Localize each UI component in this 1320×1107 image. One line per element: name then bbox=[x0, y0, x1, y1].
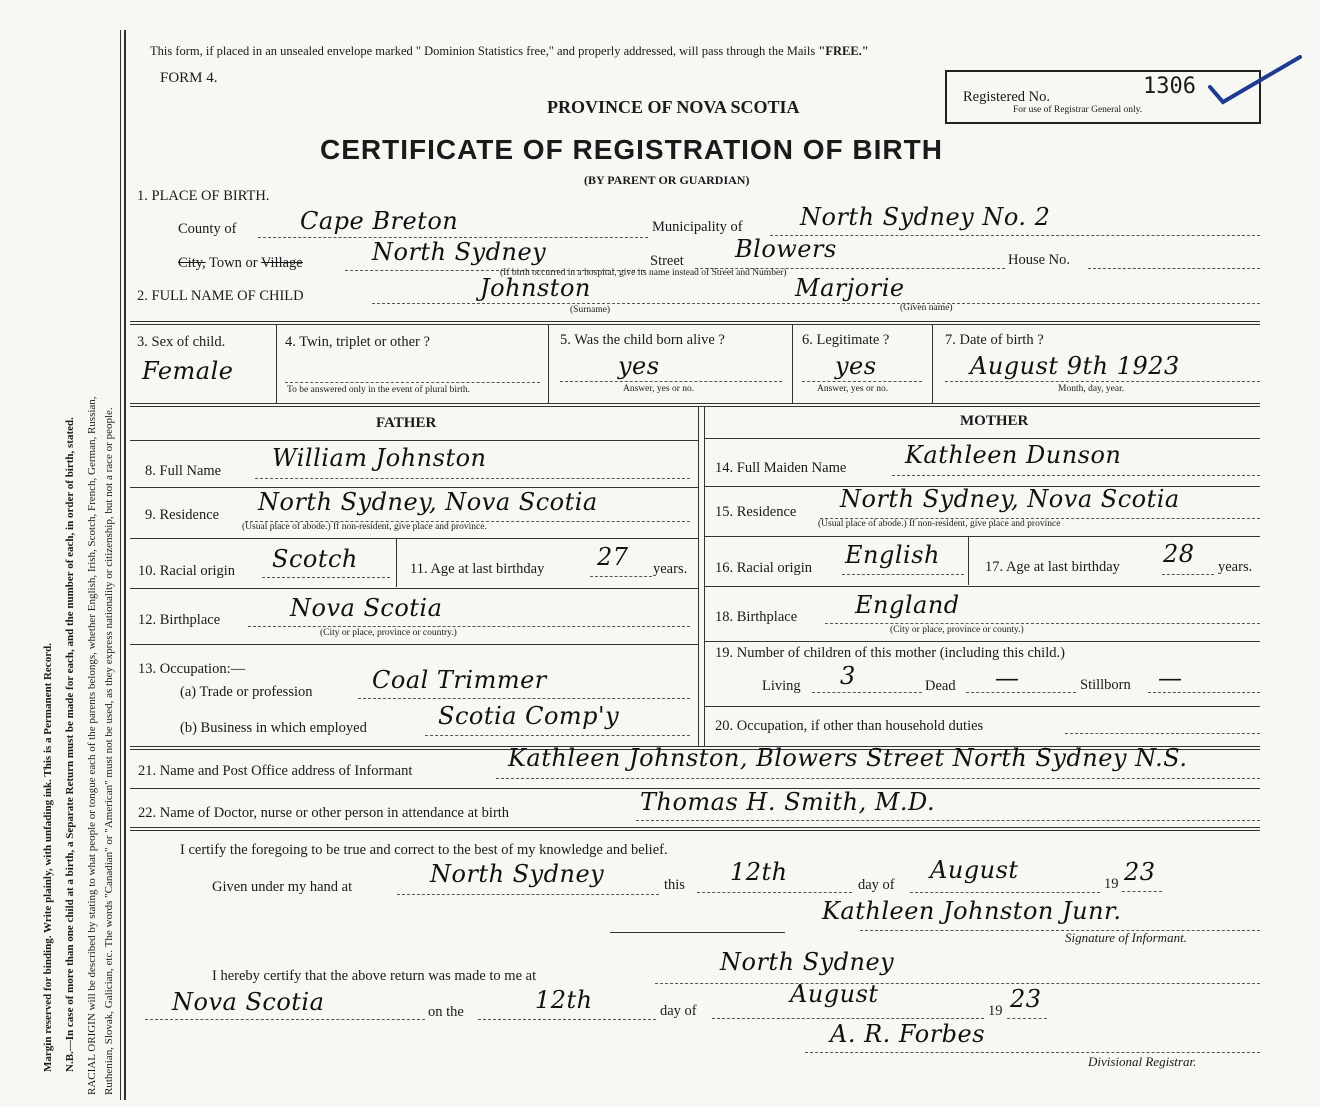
father-name-line bbox=[255, 478, 690, 479]
father-row-rule-2 bbox=[130, 538, 698, 539]
registrar-place-line bbox=[655, 983, 1260, 984]
living-value: 3 bbox=[840, 662, 856, 690]
certificate-title: CERTIFICATE OF REGISTRATION OF BIRTH bbox=[320, 134, 943, 165]
margin-rule-inner bbox=[124, 30, 126, 1100]
mother-residence-note: (Usual place of abode.) If non-resident, give place and province bbox=[818, 519, 1061, 529]
registrar-year-prefix: 19 bbox=[988, 1003, 1003, 1019]
certify-month-line bbox=[910, 892, 1100, 893]
father-business-line bbox=[425, 735, 690, 736]
living-line bbox=[812, 692, 922, 693]
doctor-label: 22. Name of Doctor, nurse or other person in attendance at birth bbox=[138, 805, 510, 821]
father-business-label: (b) Business in which employed bbox=[180, 720, 367, 736]
this-label: this bbox=[664, 877, 685, 893]
legitimate-value: yes bbox=[835, 352, 877, 380]
mother-row-rule-2 bbox=[705, 536, 1260, 537]
mother-name-label: 14. Full Maiden Name bbox=[715, 460, 847, 476]
father-row-rule-4 bbox=[130, 644, 698, 645]
stillborn-line bbox=[1148, 692, 1260, 693]
certify-year-prefix: 19 bbox=[1104, 876, 1119, 892]
dob-note: Month, day, year. bbox=[1058, 384, 1125, 394]
margin-note-binding: Margin reserved for binding. Write plainly, with unfading ink. This is a Permanent Record. bbox=[42, 643, 54, 1072]
alive-label: 5. Was the child born alive ? bbox=[560, 332, 725, 348]
father-birthplace-value: Nova Scotia bbox=[290, 594, 443, 622]
divider-short bbox=[610, 932, 785, 933]
registered-value: 1306 bbox=[1143, 74, 1196, 99]
surname-value: Johnston bbox=[480, 274, 591, 302]
given-name-value: Marjorie bbox=[795, 274, 905, 302]
father-race-label: 10. Racial origin bbox=[138, 563, 236, 579]
sex-value: Female bbox=[142, 357, 234, 385]
father-age-value: 27 bbox=[597, 543, 629, 571]
mail-notice-free: "FREE." bbox=[818, 44, 869, 58]
registrar-signature: A. R. Forbes bbox=[830, 1020, 986, 1048]
father-trade-value: Coal Trimmer bbox=[372, 666, 547, 694]
place-label: 1. PLACE OF BIRTH. bbox=[137, 188, 270, 204]
street-note: (If birth occurred in a hospital, give its name instead of Street and Number) bbox=[500, 268, 787, 278]
informant-signature: Kathleen Johnston Junr. bbox=[822, 897, 1122, 925]
given-label: Given under my hand at bbox=[212, 879, 353, 895]
dob-line bbox=[945, 381, 1260, 382]
twin-note: To be answered only in the event of plural birth. bbox=[287, 385, 470, 395]
registrar-day-line bbox=[478, 1019, 656, 1020]
municipality-value: North Sydney No. 2 bbox=[800, 203, 1051, 231]
registrar-on-the-label: on the bbox=[428, 1004, 464, 1020]
informant-value: Kathleen Johnston, Blowers Street North Sydney N.S. bbox=[508, 744, 1188, 772]
mother-race-value: English bbox=[845, 541, 940, 569]
dob-label: 7. Date of birth ? bbox=[945, 332, 1044, 348]
mother-name-line bbox=[892, 475, 1260, 476]
row-divider-certify-2 bbox=[130, 830, 1260, 831]
informant-line bbox=[496, 778, 1260, 779]
mother-birthplace-note: (City or place, province or county.) bbox=[890, 625, 1024, 635]
town-label-city: City, bbox=[178, 255, 206, 271]
mother-heading: MOTHER bbox=[960, 413, 1029, 429]
certify-month-value: August bbox=[930, 856, 1019, 884]
given-place-line bbox=[397, 894, 659, 895]
mother-occupation-label: 20. Occupation, if other than household duties bbox=[715, 718, 984, 734]
alive-value: yes bbox=[618, 352, 660, 380]
mother-row-rule-4 bbox=[705, 641, 1260, 642]
twin-line bbox=[285, 382, 540, 383]
province-heading: PROVINCE OF NOVA SCOTIA bbox=[547, 97, 800, 117]
legitimate-note: Answer, yes or no. bbox=[817, 384, 889, 394]
alive-line bbox=[560, 381, 782, 382]
row-divider-parents-2 bbox=[130, 406, 1260, 407]
checkmark-icon bbox=[1205, 52, 1305, 112]
mother-heading-rule bbox=[705, 438, 1260, 439]
father-business-value: Scotia Comp'y bbox=[438, 702, 620, 730]
parents-split-right bbox=[704, 407, 705, 747]
father-birthplace-label: 12. Birthplace bbox=[138, 612, 221, 628]
town-label-town: Town or bbox=[205, 255, 261, 271]
mother-residence-label: 15. Residence bbox=[715, 504, 797, 520]
certify-day-value: 12th bbox=[730, 858, 788, 886]
father-name-value: William Johnston bbox=[272, 444, 487, 472]
father-row-rule-3 bbox=[130, 588, 698, 589]
row-divider-certify bbox=[130, 827, 1260, 828]
margin-rule-outer bbox=[120, 30, 121, 1100]
mother-race-divider bbox=[968, 537, 969, 585]
registrar-year-line bbox=[1007, 1018, 1047, 1019]
municipality-line bbox=[770, 235, 1260, 236]
certificate-subtitle: (BY PARENT OR GUARDIAN) bbox=[584, 173, 750, 187]
mother-race-label: 16. Racial origin bbox=[715, 560, 813, 576]
father-residence-note: (Usual place of abode.) If non-resident, give place and province. bbox=[242, 522, 487, 532]
mother-age-unit: years. bbox=[1218, 559, 1253, 575]
registrar-year-value: 23 bbox=[1010, 985, 1042, 1013]
county-label: County of bbox=[178, 221, 237, 237]
registrar-province-value: Nova Scotia bbox=[172, 988, 325, 1016]
legitimate-label: 6. Legitimate ? bbox=[802, 332, 890, 348]
registrar-month-line bbox=[712, 1018, 984, 1019]
street-label: Street bbox=[650, 253, 684, 269]
mother-row-rule-5 bbox=[705, 706, 1260, 707]
county-value: Cape Breton bbox=[300, 207, 459, 235]
stillborn-label: Stillborn bbox=[1080, 677, 1131, 693]
sex-label: 3. Sex of child. bbox=[137, 334, 226, 350]
registrar-province-line bbox=[145, 1019, 425, 1020]
certify-day-line bbox=[697, 892, 852, 893]
mother-occupation-line bbox=[1065, 733, 1260, 734]
mail-notice bbox=[150, 44, 869, 59]
stillborn-value: — bbox=[1158, 664, 1183, 692]
registrar-day-value: 12th bbox=[535, 986, 593, 1014]
town-value: North Sydney bbox=[372, 238, 547, 266]
margin-note-racial: RACIAL ORIGIN will be described by stating to what people or tongue each of the parents belongs, whether English, Irish, Scotch, French, German, Russian, bbox=[86, 396, 98, 1095]
mother-birthplace-value: England bbox=[855, 591, 960, 619]
father-trade-line bbox=[358, 698, 690, 699]
father-birthplace-note: (City or place, province or country.) bbox=[320, 628, 457, 638]
living-label: Living bbox=[762, 678, 801, 694]
mother-age-line bbox=[1162, 574, 1214, 575]
mother-children-label: 19. Number of children of this mother (including this child.) bbox=[715, 645, 1065, 661]
registered-label: Registered No. bbox=[963, 89, 1050, 105]
dead-value: — bbox=[995, 664, 1020, 692]
twin-label: 4. Twin, triplet or other ? bbox=[285, 334, 430, 350]
father-residence-value: North Sydney, Nova Scotia bbox=[258, 488, 598, 516]
father-occupation-label: 13. Occupation:— bbox=[138, 661, 246, 677]
father-trade-label: (a) Trade or profession bbox=[180, 684, 313, 700]
certify-day-of-label: day of bbox=[858, 877, 895, 893]
mother-birthplace-line bbox=[825, 623, 1260, 624]
informant-label: 21. Name and Post Office address of Informant bbox=[138, 763, 413, 779]
dob-value: August 9th 1923 bbox=[970, 352, 1180, 380]
street-value: Blowers bbox=[735, 235, 837, 263]
certify-statement: I certify the foregoing to be true and correct to the best of my knowledge and belief. bbox=[180, 842, 668, 858]
col-div-1 bbox=[276, 325, 277, 403]
row-divider-top bbox=[130, 321, 1260, 322]
col-div-2 bbox=[548, 325, 549, 403]
father-race-value: Scotch bbox=[272, 545, 358, 573]
father-race-line bbox=[262, 577, 390, 578]
col-div-4 bbox=[932, 325, 933, 403]
mother-name-value: Kathleen Dunson bbox=[905, 441, 1122, 469]
margin-note-plural: N.B.—In case of more than one child at a birth, a Separate Return must be made for each, and the number of each, in order of birth, stated. bbox=[64, 417, 76, 1072]
informant-signature-label: Signature of Informant. bbox=[1065, 930, 1187, 945]
certify-year-line bbox=[1122, 891, 1162, 892]
child-name-line bbox=[372, 303, 1260, 304]
father-name-label: 8. Full Name bbox=[145, 463, 222, 479]
mother-row-rule-3 bbox=[705, 586, 1260, 587]
col-div-3 bbox=[792, 325, 793, 403]
registrar-month-value: August bbox=[790, 980, 879, 1008]
doctor-line bbox=[636, 820, 1260, 821]
father-birthplace-line bbox=[248, 626, 690, 627]
father-heading: FATHER bbox=[376, 415, 437, 431]
surname-caption: (Surname) bbox=[570, 305, 611, 315]
registered-note: For use of Registrar General only. bbox=[1013, 105, 1143, 115]
mother-residence-value: North Sydney, Nova Scotia bbox=[840, 485, 1180, 513]
registrar-day-of-label: day of bbox=[660, 1003, 697, 1019]
margin-note-racial-cont: Ruthenian, Slovak, Galician, etc. The words "Canadian" or "American" must not be used, as they express nationality or citizenship, but not a race or people. bbox=[103, 407, 115, 1095]
certify-year-value: 23 bbox=[1124, 858, 1156, 886]
certify-signature-line bbox=[860, 930, 1260, 931]
alive-note: Answer, yes or no. bbox=[623, 384, 695, 394]
father-residence-label: 9. Residence bbox=[145, 507, 220, 523]
town-label-village: Village bbox=[260, 255, 303, 271]
mother-age-label: 17. Age at last birthday bbox=[985, 559, 1120, 575]
father-age-label: 11. Age at last birthday bbox=[410, 561, 545, 577]
father-race-divider bbox=[396, 539, 397, 587]
row-divider-parents bbox=[130, 403, 1260, 404]
dead-label: Dead bbox=[925, 678, 956, 694]
father-age-unit: years. bbox=[653, 561, 688, 577]
mother-age-value: 28 bbox=[1163, 540, 1195, 568]
mother-birthplace-label: 18. Birthplace bbox=[715, 609, 798, 625]
mail-notice-text: This form, if placed in an unsealed envelope marked " Dominion Statistics free," and properly addressed, will pass through the Mails bbox=[150, 44, 819, 58]
doctor-value: Thomas H. Smith, M.D. bbox=[640, 788, 936, 816]
house-line bbox=[1088, 268, 1260, 269]
registrar-place-value: North Sydney bbox=[720, 948, 895, 976]
given-name-caption: (Given name) bbox=[900, 303, 953, 313]
legitimate-line bbox=[802, 381, 922, 382]
house-label: House No. bbox=[1008, 252, 1071, 268]
registrar-statement: I hereby certify that the above return was made to me at bbox=[212, 968, 537, 984]
municipality-label: Municipality of bbox=[652, 219, 743, 235]
child-name-label: 2. FULL NAME OF CHILD bbox=[137, 288, 304, 304]
dead-line bbox=[966, 692, 1076, 693]
town-label bbox=[178, 255, 303, 272]
given-place-value: North Sydney bbox=[430, 860, 605, 888]
row-divider-top-2 bbox=[130, 324, 1260, 325]
father-age-line bbox=[590, 576, 652, 577]
form-number: FORM 4. bbox=[160, 70, 218, 86]
registrar-signature-line bbox=[805, 1052, 1260, 1053]
registrar-signature-label: Divisional Registrar. bbox=[1088, 1054, 1197, 1069]
parents-split-left bbox=[698, 407, 699, 747]
father-heading-rule bbox=[130, 440, 698, 441]
mother-race-line bbox=[842, 574, 964, 575]
